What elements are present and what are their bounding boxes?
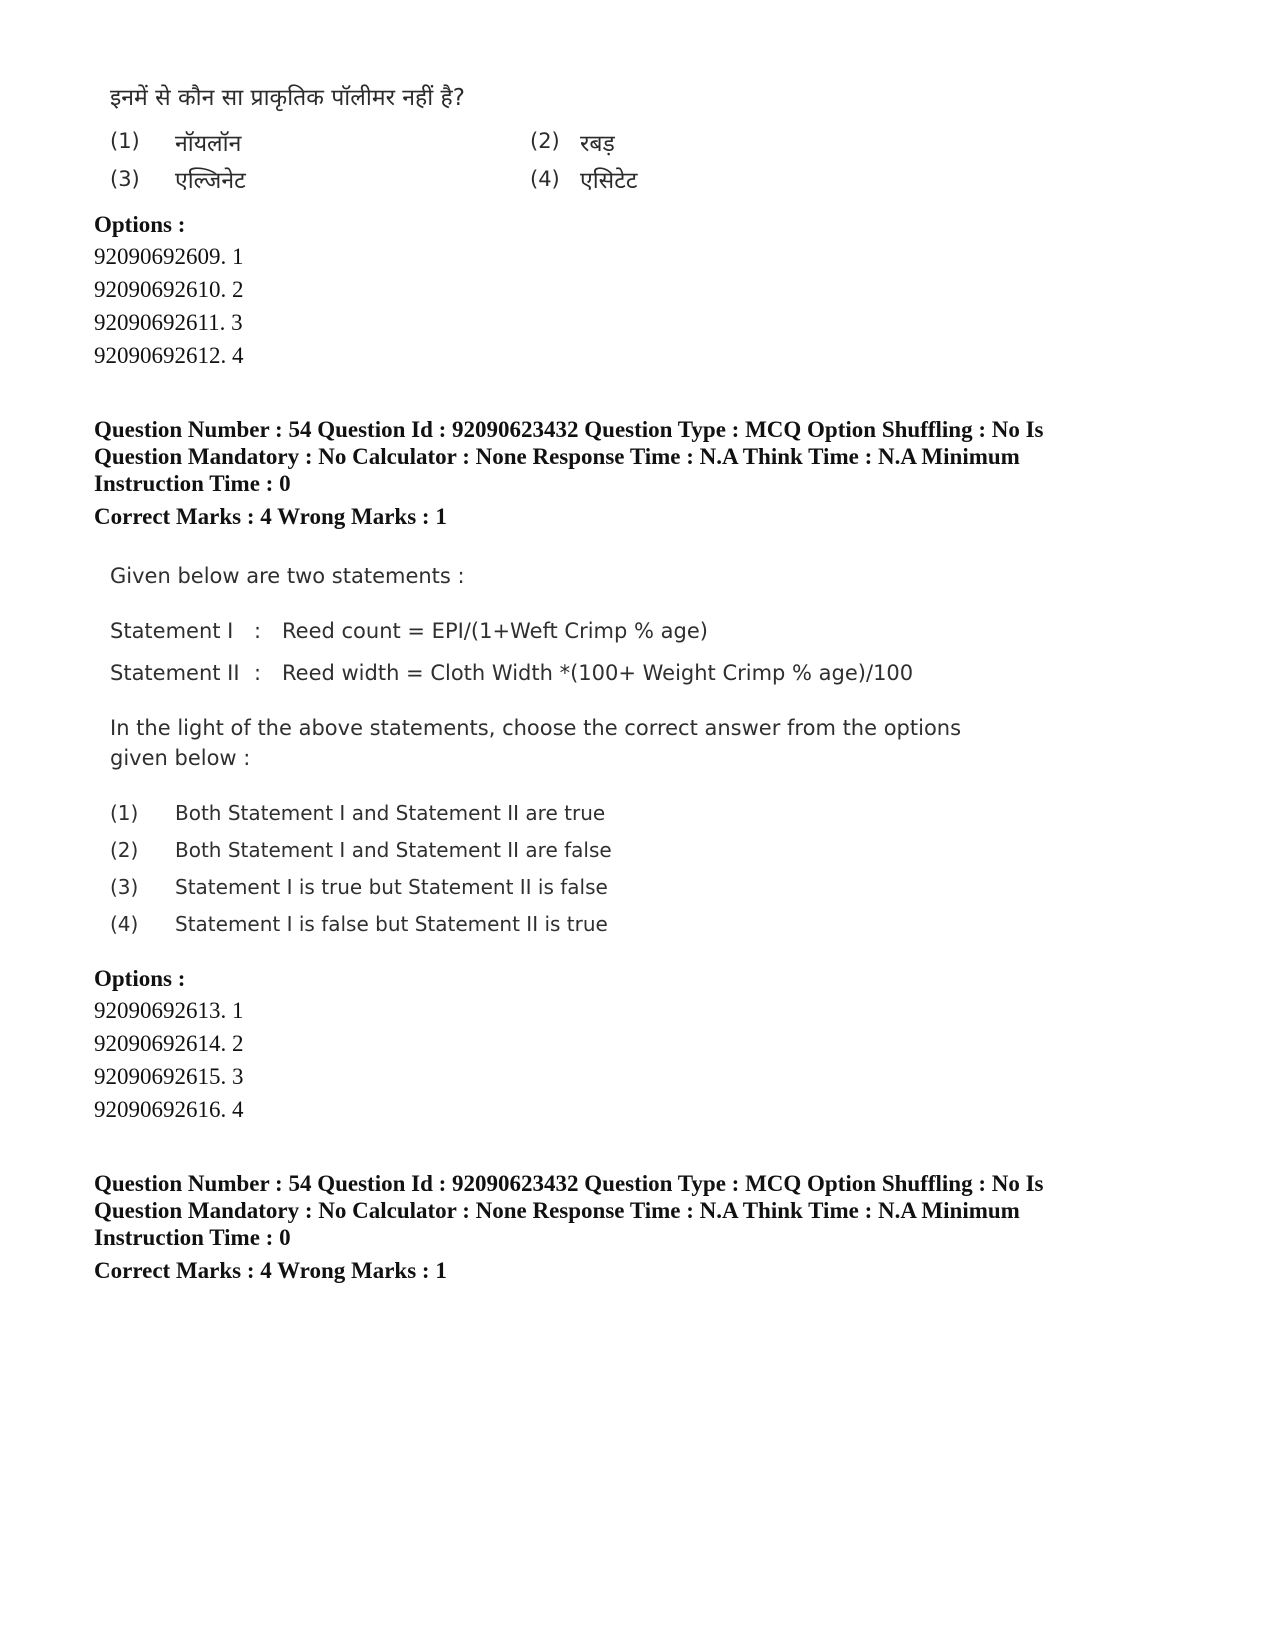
statement-text: Reed count = EPI/(1+Weft Crimp % age) [282, 619, 708, 643]
option-item: 92090692616. 4 [94, 1097, 244, 1122]
question-b-choice-text: Both Statement I and Statement II are false [175, 838, 612, 862]
question-a-choice-num: (3) [110, 167, 140, 191]
question-a-choice-text: रबड़ [580, 131, 615, 157]
question-b-choice-num: (4) [110, 912, 139, 936]
question-a-choice-text: नॉयलॉन [175, 131, 242, 157]
question-b-choice-text: Both Statement I and Statement II are true [175, 801, 606, 825]
statement-label: Statement I [110, 619, 234, 643]
option-item: 92090692613. 1 [94, 998, 244, 1023]
question-a-choice-num: (4) [530, 167, 560, 191]
question-b-choice-num: (3) [110, 875, 139, 899]
options-heading: Options : [94, 966, 186, 991]
question-a-choice-text: एल्जिनेट [175, 168, 246, 194]
question-meta-line: Question Number : 54 Question Id : 92090623432 Question Type : MCQ Option Shuffling : No Is [94, 417, 1044, 442]
question-a-text: इनमें से कौन सा प्राकृतिक पॉलीमर नहीं है? [110, 85, 465, 111]
statement-text: Reed width = Cloth Width *(100+ Weight Crimp % age)/100 [282, 661, 914, 685]
option-item: 92090692615. 3 [94, 1064, 244, 1089]
question-b-prompt: given below : [110, 746, 251, 770]
question-meta-line: Question Mandatory : No Calculator : None Response Time : N.A Think Time : N.A Minimum [94, 1198, 1020, 1223]
question-a-choice-num: (2) [530, 129, 560, 153]
statement-separator: : [254, 661, 262, 685]
option-item: 92090692610. 2 [94, 277, 244, 302]
question-a-choice-num: (1) [110, 129, 140, 153]
question-meta-line: Instruction Time : 0 [94, 471, 291, 496]
question-b-prompt: In the light of the above statements, choose the correct answer from the options [110, 716, 962, 740]
statement-label: Statement II [110, 661, 240, 685]
question-b-choice-text: Statement I is false but Statement II is true [175, 912, 608, 936]
marks-line: Correct Marks : 4 Wrong Marks : 1 [94, 1258, 447, 1283]
option-item: 92090692614. 2 [94, 1031, 244, 1056]
option-item: 92090692609. 1 [94, 244, 244, 269]
option-item: 92090692611. 3 [94, 310, 243, 335]
question-meta-line: Question Number : 54 Question Id : 92090623432 Question Type : MCQ Option Shuffling : No Is [94, 1171, 1044, 1196]
question-b-intro: Given below are two statements : [110, 564, 465, 588]
statement-separator: : [254, 619, 262, 643]
marks-line: Correct Marks : 4 Wrong Marks : 1 [94, 504, 447, 529]
option-item: 92090692612. 4 [94, 343, 244, 368]
question-b-choice-text: Statement I is true but Statement II is false [175, 875, 608, 899]
options-heading: Options : [94, 212, 186, 237]
question-b-choice-num: (2) [110, 838, 139, 862]
question-meta-line: Instruction Time : 0 [94, 1225, 291, 1250]
question-a-choice-text: एसिटेट [580, 168, 638, 194]
question-b-choice-num: (1) [110, 801, 139, 825]
question-meta-line: Question Mandatory : No Calculator : None Response Time : N.A Think Time : N.A Minimum [94, 444, 1020, 469]
